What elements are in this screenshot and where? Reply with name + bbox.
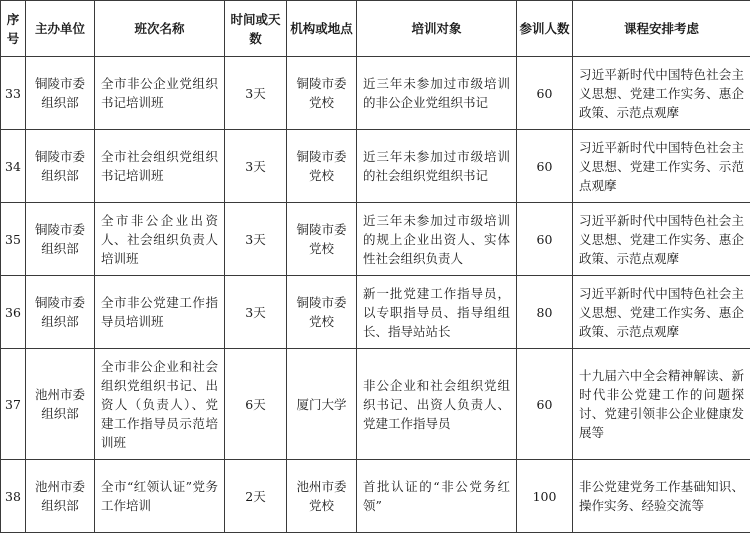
header-class-name: 班次名称	[95, 1, 225, 57]
row-curriculum: 习近平新时代中国特色社会主义思想、党建工作实务、惠企政策、示范点观摩	[573, 57, 750, 130]
row-duration: 6天	[225, 349, 287, 460]
header-participants: 参训人数	[517, 1, 573, 57]
header-row	[1, 1, 750, 57]
row-no: 38	[1, 460, 26, 533]
row-target: 首批认证的“非公党务红领”	[357, 460, 517, 533]
header-duration: 时间或天数	[225, 1, 287, 57]
row-no: 36	[1, 276, 26, 349]
row-venue: 铜陵市委党校	[287, 130, 357, 203]
header-target: 培训对象	[357, 1, 517, 57]
row-venue: 铜陵市委党校	[287, 57, 357, 130]
row-target: 近三年未参加过市级培训的规上企业出资人、实体性社会组织负责人	[357, 203, 517, 276]
row-curriculum: 习近平新时代中国特色社会主义思想、党建工作实务、惠企政策、示范点观摩	[573, 276, 750, 349]
row-class-name: 全市社会组织党组织书记培训班	[95, 130, 225, 203]
row-target: 近三年未参加过市级培训的非公企业党组织书记	[357, 57, 517, 130]
row-duration: 3天	[225, 203, 287, 276]
row-target: 非公企业和社会组织党组织书记、出资人负责人、党建工作指导员	[357, 349, 517, 460]
row-venue: 铜陵市委党校	[287, 276, 357, 349]
row-host: 铜陵市委组织部	[26, 57, 95, 130]
table-row	[1, 57, 750, 130]
row-target: 近三年未参加过市级培训的社会组织党组织书记	[357, 130, 517, 203]
header-no: 序号	[1, 1, 26, 57]
table-row	[1, 203, 750, 276]
row-host: 池州市委组织部	[26, 460, 95, 533]
row-duration: 2天	[225, 460, 287, 533]
row-class-name: 全市非公企业出资人、社会组织负责人培训班	[95, 203, 225, 276]
row-class-name: 全市“红领认证”党务工作培训	[95, 460, 225, 533]
row-class-name: 全市非公企业党组织书记培训班	[95, 57, 225, 130]
row-host: 铜陵市委组织部	[26, 203, 95, 276]
table-row	[1, 130, 750, 203]
row-participants: 80	[517, 276, 573, 349]
row-duration: 3天	[225, 130, 287, 203]
row-no: 35	[1, 203, 26, 276]
row-curriculum: 习近平新时代中国特色社会主义思想、党建工作实务、惠企政策、示范点观摩	[573, 203, 750, 276]
row-participants: 60	[517, 57, 573, 130]
row-curriculum: 习近平新时代中国特色社会主义思想、党建工作实务、示范点观摩	[573, 130, 750, 203]
header-curriculum: 课程安排考虑	[573, 1, 750, 57]
row-host: 铜陵市委组织部	[26, 130, 95, 203]
row-host: 池州市委组织部	[26, 349, 95, 460]
row-venue: 池州市委党校	[287, 460, 357, 533]
row-participants: 60	[517, 349, 573, 460]
row-duration: 3天	[225, 276, 287, 349]
row-venue: 铜陵市委党校	[287, 203, 357, 276]
row-curriculum: 十九届六中全会精神解读、新时代非公党建工作的问题探讨、党建引领非公企业健康发展等	[573, 349, 750, 460]
row-duration: 3天	[225, 57, 287, 130]
row-participants: 60	[517, 203, 573, 276]
row-class-name: 全市非公党建工作指导员培训班	[95, 276, 225, 349]
row-participants: 60	[517, 130, 573, 203]
row-curriculum: 非公党建党务工作基础知识、操作实务、经验交流等	[573, 460, 750, 533]
table-row	[1, 276, 750, 349]
header-host: 主办单位	[26, 1, 95, 57]
row-no: 34	[1, 130, 26, 203]
table-row	[1, 460, 750, 533]
row-class-name: 全市非公企业和社会组织党组织书记、出资人（负责人）、党建工作指导员示范培训班	[95, 349, 225, 460]
row-venue: 厦门大学	[287, 349, 357, 460]
row-host: 铜陵市委组织部	[26, 276, 95, 349]
row-target: 新一批党建工作指导员，以专职指导员、指导组组长、指导站站长	[357, 276, 517, 349]
row-no: 33	[1, 57, 26, 130]
row-participants: 100	[517, 460, 573, 533]
row-no: 37	[1, 349, 26, 460]
table-row	[1, 349, 750, 460]
header-venue: 机构或地点	[287, 1, 357, 57]
